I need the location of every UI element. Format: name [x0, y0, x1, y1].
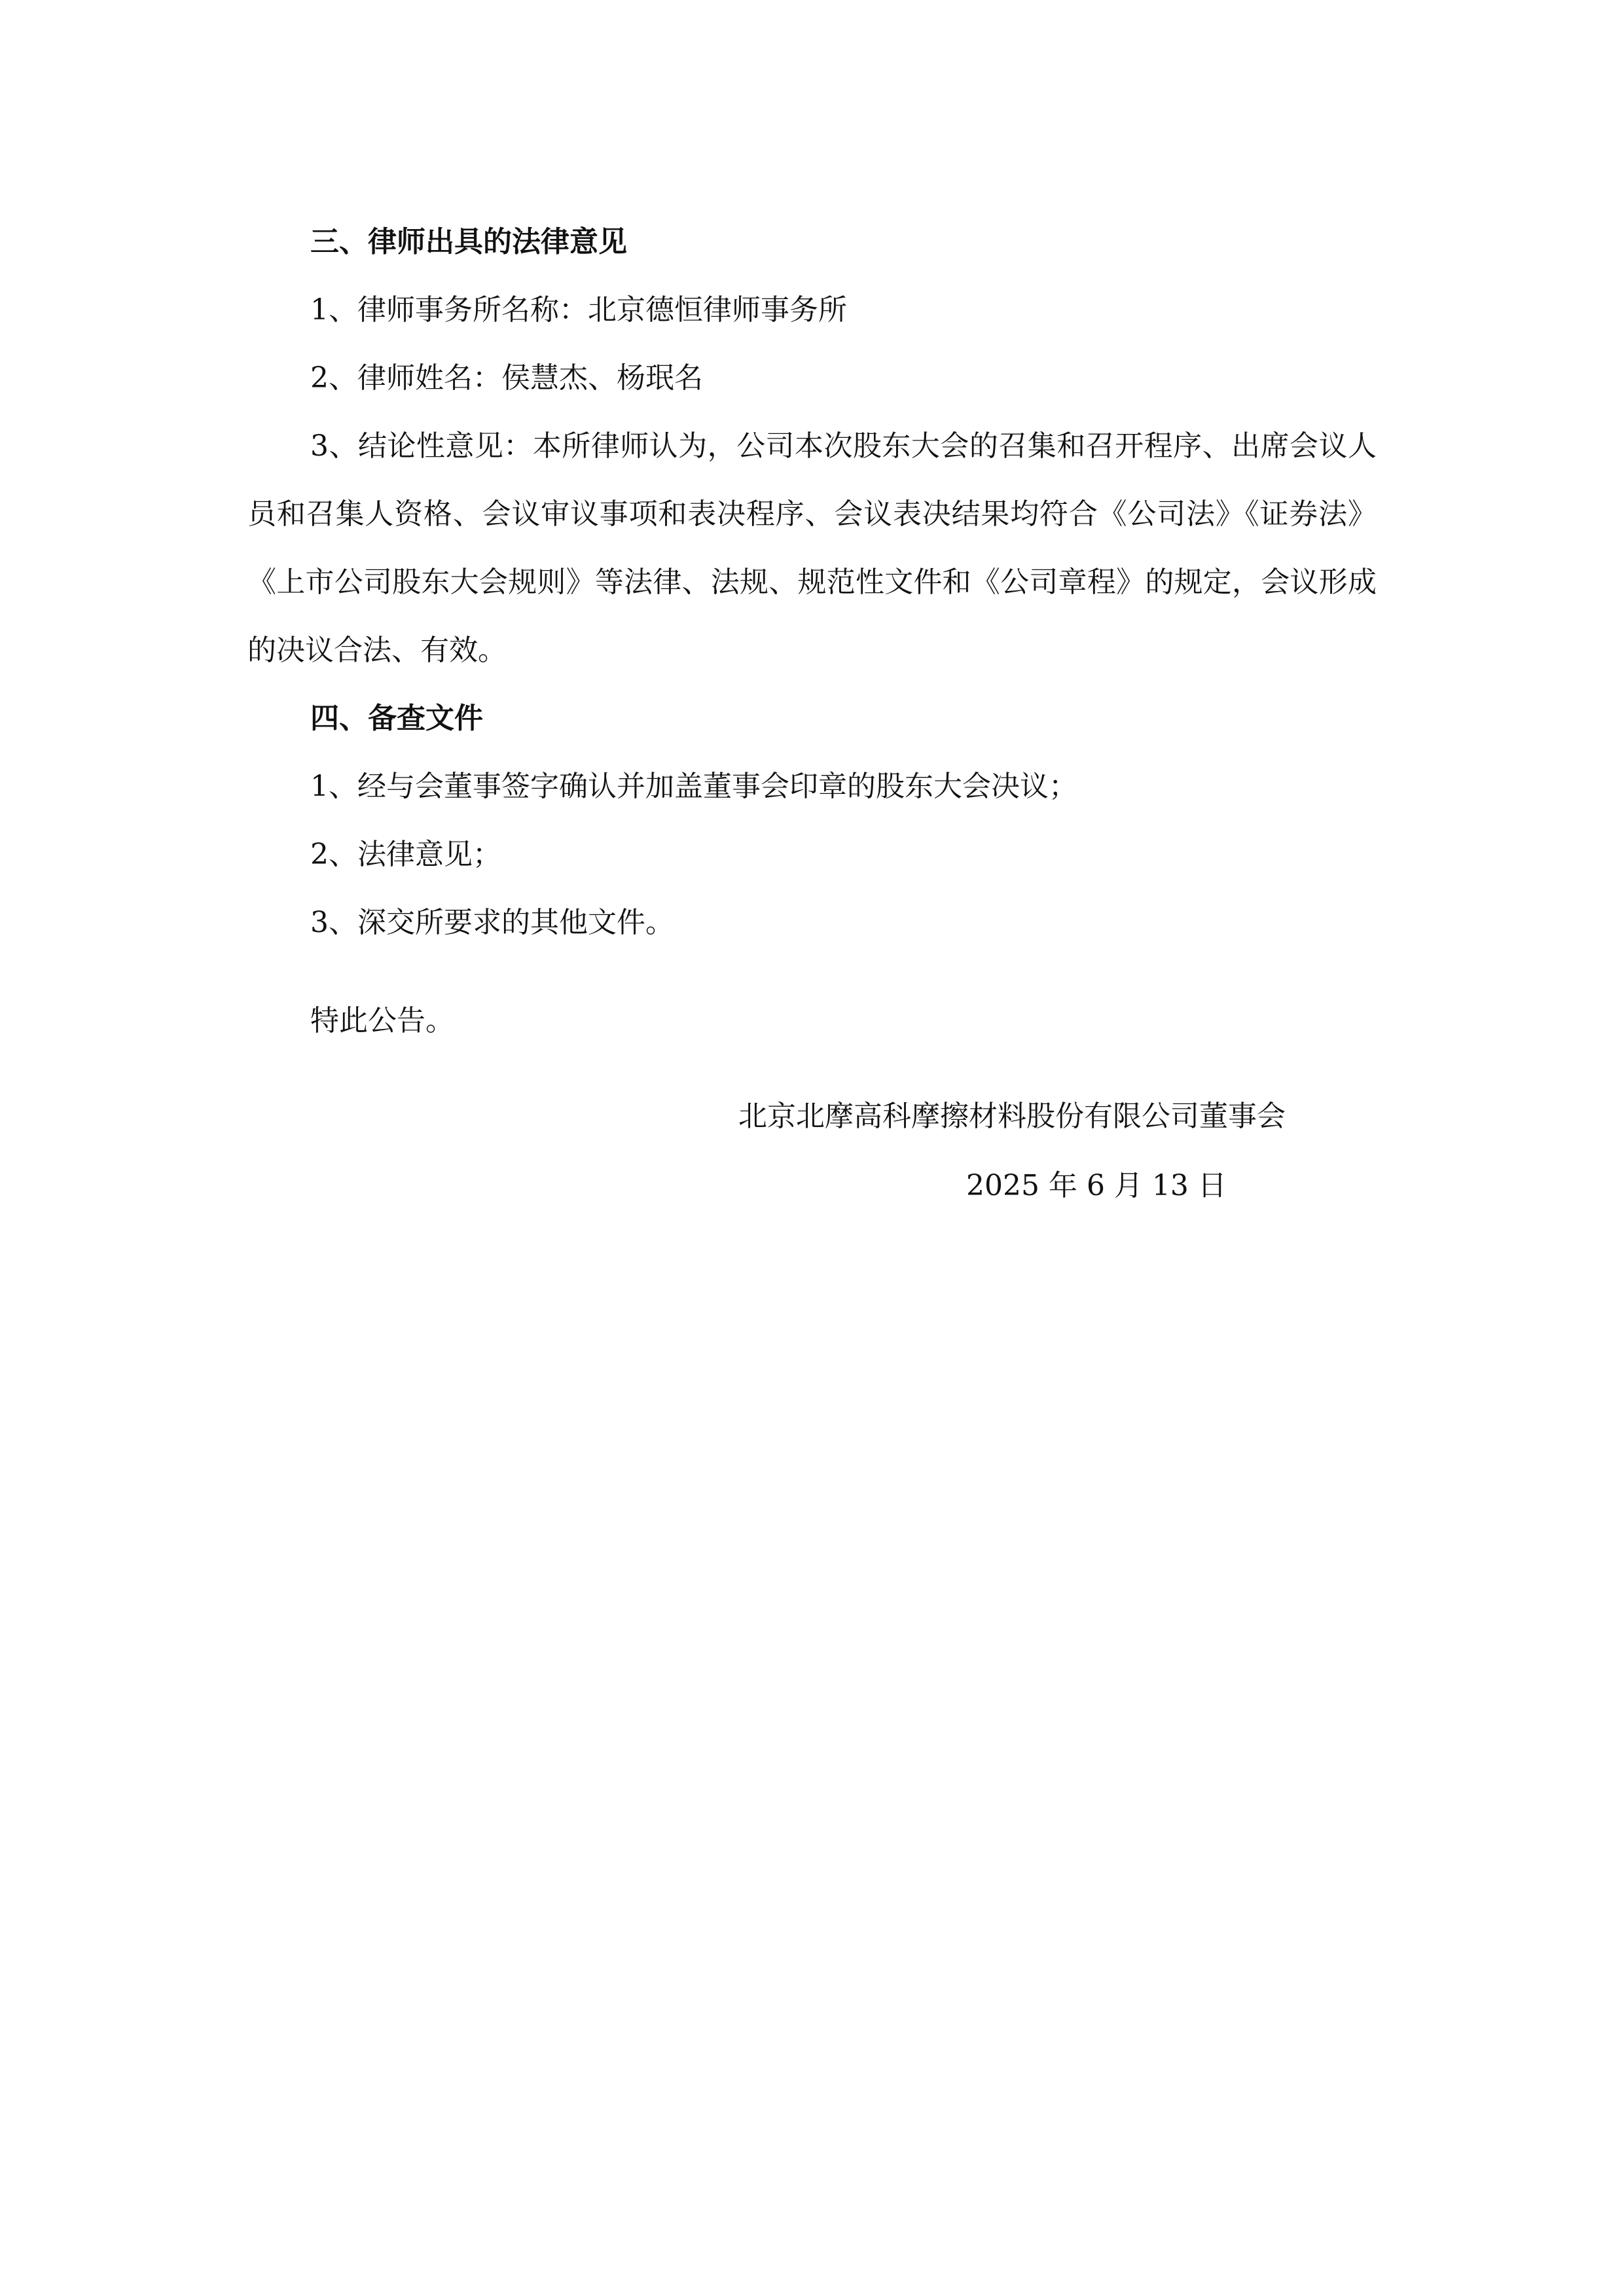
signature-date: 2025 年 6 月 13 日 [966, 1169, 1227, 1202]
closing-statement: 特此公告。 [310, 1004, 454, 1037]
signature-company: 北京北摩高科摩擦材料股份有限公司董事会 [738, 1100, 1286, 1133]
section-heading-legal-opinion: 三、律师出具的法律意见 [310, 225, 627, 259]
lawyer-names-line: 2、律师姓名：侯慧杰、杨珉名 [310, 361, 703, 395]
law-firm-name-line: 1、律师事务所名称：北京德恒律师事务所 [310, 293, 847, 327]
conclusion-paragraph: 3、结论性意见：本所律师认为，公司本次股东大会的召集和召开程序、出席会议人员和召集人资格、会议审议事项和表决程序、会议表决结果均符合《公司法》《证券法》《上市公司股东大会规则》等法律、法规、规范性文件和《公司章程》的规定，会议形成的决议合法、有效。 [247, 429, 1377, 667]
section-heading-reference-documents: 四、备查文件 [310, 702, 483, 735]
reference-document-item: 2、法律意见； [310, 838, 501, 871]
reference-document-item: 1、经与会董事签字确认并加盖董事会印章的股东大会决议； [310, 770, 1077, 803]
reference-document-item: 3、深交所要求的其他文件。 [310, 906, 674, 939]
document-body [247, 208, 1377, 1055]
